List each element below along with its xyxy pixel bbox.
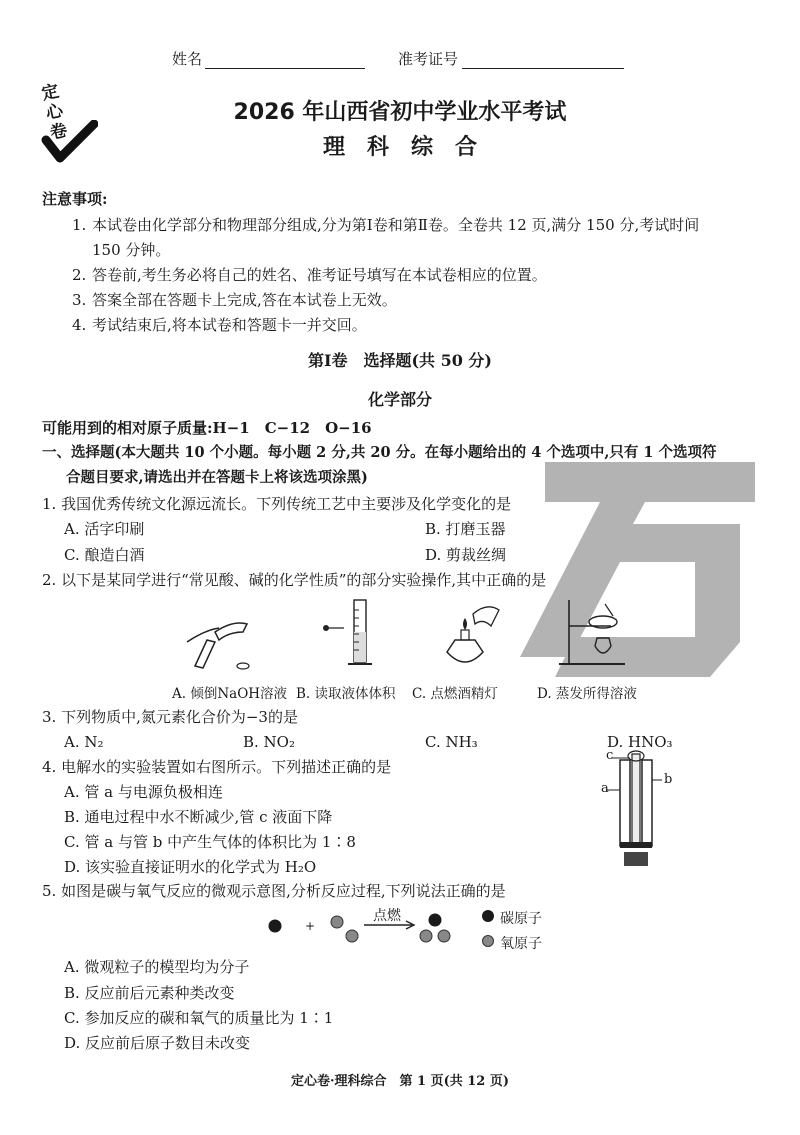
q2-option-b[interactable]: B. 读取液体体积 [296, 686, 396, 702]
q4-option-a[interactable]: A. 管 a 与电源负极相连 [64, 783, 223, 801]
name-label: 姓名 [172, 50, 203, 68]
q2-stem: 2. 以下是某同学进行“常见酸、碱的化学性质”的部分实验操作,其中正确的是 [42, 571, 547, 589]
q3-stem: 3. 下列物质中,氮元素化合价为−3的是 [42, 708, 298, 726]
exam-number-label: 准考证号 [398, 50, 459, 68]
note-4-text: 考试结束后,将本试卷和答题卡一并交回。 [92, 316, 367, 334]
q2-option-c[interactable]: C. 点燃酒精灯 [412, 686, 498, 702]
exam-title: 2026 年山西省初中学业水平考试 [233, 100, 567, 125]
q3-option-c[interactable]: C. NH₃ [425, 733, 478, 751]
reaction-arrow-icon [364, 920, 416, 930]
atomic-mass-note: 可能用到的相对原子质量:H−1 C−12 O−16 [42, 419, 372, 437]
q2-option-a[interactable]: A. 倾倒NaOH溶液 [172, 686, 288, 702]
q3-option-a[interactable]: A. N₂ [64, 733, 104, 751]
electrolysis-apparatus-figure [598, 750, 678, 870]
note-1-line-2: 150 分钟。 [92, 241, 171, 259]
watermark-logo [515, 462, 760, 681]
carbon-atom-reactant-icon [267, 918, 283, 934]
pouring-solution-figure [185, 602, 265, 672]
q4-option-c[interactable]: C. 管 a 与管 b 中产生气体的体积比为 1∶8 [64, 833, 356, 851]
oxygen-atom-legend: 氧原子 [500, 936, 542, 952]
tube-c-label: c [606, 748, 614, 763]
stamp-text: 定心卷 [40, 81, 70, 144]
volume-heading: 第Ⅰ卷 选择题(共 50 分) [307, 351, 493, 370]
note-3-number: 3. [72, 291, 87, 309]
tube-b-label: b [664, 772, 673, 787]
q5-option-b[interactable]: B. 反应前后元素种类改变 [64, 984, 235, 1002]
note-3-text: 答案全部在答题卡上完成,答在本试卷上无效。 [92, 291, 397, 309]
lighting-alcohol-lamp-figure [435, 600, 505, 672]
q2-option-d[interactable]: D. 蒸发所得溶液 [537, 686, 637, 702]
q1-stem: 1. 我国优秀传统文化源远流长。下列传统工艺中主要涉及化学变化的是 [42, 495, 512, 513]
oxygen-atom-legend-icon [481, 934, 495, 948]
q4-stem: 4. 电解水的实验装置如右图所示。下列描述正确的是 [42, 758, 392, 776]
reaction-condition-label: 点燃 [373, 908, 401, 924]
note-2-text: 答卷前,考生务必将自己的姓名、准考证号填写在本试卷相应的位置。 [92, 266, 547, 284]
q1-option-a[interactable]: A. 活字印刷 [64, 520, 145, 538]
plus-sign: + [305, 919, 316, 933]
note-2-number: 2. [72, 266, 87, 284]
notes-heading: 注意事项: [42, 190, 108, 208]
evaporation-setup-figure [555, 598, 635, 670]
tube-a-label: a [601, 781, 609, 796]
note-1-number: 1. [72, 216, 87, 234]
carbon-dioxide-molecule-icon [418, 912, 452, 946]
q5-option-c[interactable]: C. 参加反应的碳和氧气的质量比为 1∶1 [64, 1009, 334, 1027]
q5-stem: 5. 如图是碳与氧气反应的微观示意图,分析反应过程,下列说法正确的是 [42, 882, 506, 900]
page-footer: 定心卷·理科综合 第 1 页(共 12 页) [290, 1074, 510, 1089]
oxygen-molecule-icon [328, 912, 362, 946]
carbon-atom-legend: 碳原子 [500, 911, 542, 927]
carbon-atom-legend-icon [481, 909, 495, 923]
q3-option-d[interactable]: D. HNO₃ [607, 733, 673, 751]
q4-option-b[interactable]: B. 通电过程中水不断减少,管 c 液面下降 [64, 808, 333, 826]
q5-option-d[interactable]: D. 反应前后原子数目未改变 [64, 1034, 251, 1052]
note-4-number: 4. [72, 316, 87, 334]
exam-number-blank[interactable] [462, 68, 624, 69]
q5-option-a[interactable]: A. 微观粒子的模型均为分子 [64, 958, 250, 976]
q3-option-b[interactable]: B. NO₂ [243, 733, 295, 751]
exam-subtitle: 理 科 综 合 [322, 135, 477, 160]
graduated-cylinder-figure [320, 598, 380, 670]
q1-option-d[interactable]: D. 剪裁丝绸 [425, 546, 507, 564]
q1-option-c[interactable]: C. 酿造白酒 [64, 546, 145, 564]
mc-intro-line-2: 合题目要求,请选出并在答题卡上将该选项涂黑) [66, 469, 368, 486]
chemistry-heading: 化学部分 [367, 390, 432, 409]
q4-option-d[interactable]: D. 该实验直接证明水的化学式为 H₂O [64, 858, 317, 876]
q1-option-b[interactable]: B. 打磨玉器 [425, 520, 506, 538]
note-1-line-1: 本试卷由化学部分和物理部分组成,分为第Ⅰ卷和第Ⅱ卷。全卷共 12 页,满分 150 分,考试时间 [92, 216, 700, 234]
name-blank[interactable] [205, 68, 365, 69]
mc-intro-line-1: 一、选择题(本大题共 10 个小题。每小题 2 分,共 20 分。在每小题给出的 4 个选项中,只有 1 个选项符 [42, 444, 717, 461]
